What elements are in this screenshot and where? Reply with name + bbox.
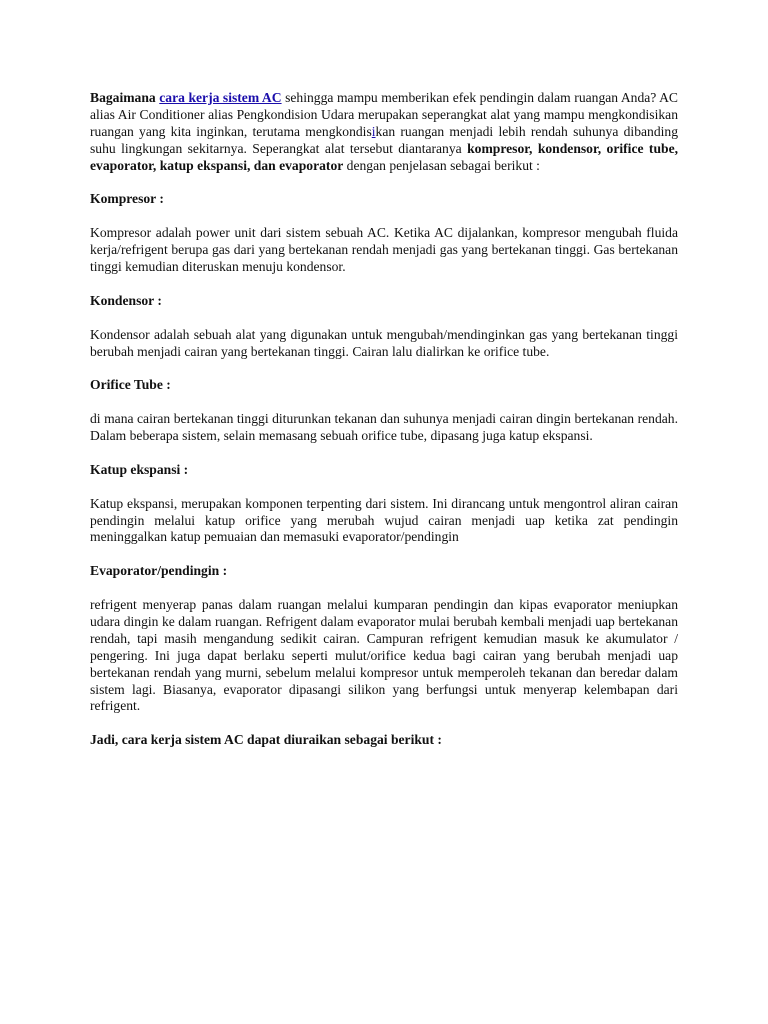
paragraph-kompresor: Kompresor adalah power unit dari sistem sebuah AC. Ketika AC dijalankan, kompresor mengubah fluida kerja/refrigent berupa gas dari yang bertekanan rendah menjadi gas yang bertekanan tinggi. Gas bertekanan tinggi kemudian diteruskan menuju kondensor.: [90, 225, 678, 275]
paragraph-orifice-tube: di mana cairan bertekanan tinggi diturunkan tekanan dan suhunya menjadi cairan dingin bertekanan rendah. Dalam beberapa sistem, selain memasang sebuah orifice tube, dipasang juga katup ekspansi.: [90, 411, 678, 444]
intro-text-2: kan ruangan menjadi lebih rendah suhunya dibanding suhu lingkungan sekitarnya. Seperangkat alat tersebut diantaranya: [90, 123, 678, 156]
components-list: kompresor, kondensor, orifice tube, evaporator, katup ekspansi, dan evaporator: [90, 140, 678, 173]
paragraph-katup-ekspansi: Katup ekspansi, merupakan komponen terpenting dari sistem. Ini dirancang untuk mengontrol aliran cairan pendingin melalui katup orifice yang merubah wujud cairan menjadi uap ketika zat pendingin meninggalkan katup pemuaian dan memasuki evaporator/pendingin: [90, 495, 678, 545]
heading-kondensor: Kondensor :: [90, 292, 162, 308]
intro-paragraph: [90, 90, 678, 175]
paragraph-evaporator: refrigent menyerap panas dalam ruangan melalui kumparan pendingin dan kipas evaporator meniupkan udara dingin ke dalam ruangan. Refrigent dalam evaporator mulai berubah kembali menjadi uap bertekanan rendah, tapi masih mengandung sedikit cairan. Campuran refrigent kemudian masuk ke akumulator / pengering. Ini juga dapat berlaku seperti mulut/orifice kedua bagi cairan yang berubah menjadi uap bertekanan rendah yang murni, sebelum melalui kompresor untuk memperoleh tekanan dan beredar dalam sistem lagi. Biasanya, evaporator dipasangi silikon yang berfungsi untuk menyerap kelembapan dari refrigent.: [90, 597, 678, 714]
conclusion-heading: Jadi, cara kerja sistem AC dapat diuraikan sebagai berikut :: [90, 732, 442, 748]
intro-text-1: sehingga mampu memberikan efek pendingin dalam ruangan Anda? AC alias Air Conditioner alias Pengkondision Udara merupakan seperangkat alat yang mampu mengkondisikan ruangan yang kita inginkan, terutama mengkondis: [90, 90, 678, 139]
heading-evaporator: Evaporator/pendingin :: [90, 563, 228, 579]
document-page: [90, 90, 678, 766]
intro-text-3: dengan penjelasan sebagai berikut :: [343, 157, 540, 173]
inline-link[interactable]: i: [371, 123, 376, 139]
cara-kerja-link[interactable]: cara kerja sistem AC: [159, 90, 282, 105]
paragraph-kondensor: Kondensor adalah sebuah alat yang digunakan untuk mengubah/mendinginkan gas yang bertekanan tinggi berubah menjadi cairan yang bertekanan tinggi. Cairan lalu dialirkan ke orifice tube.: [90, 326, 678, 359]
heading-orifice-tube: Orifice Tube :: [90, 377, 171, 393]
intro-lead: Bagaimana: [90, 90, 156, 105]
heading-kompresor: Kompresor :: [90, 191, 164, 207]
heading-katup-ekspansi: Katup ekspansi :: [90, 461, 189, 477]
